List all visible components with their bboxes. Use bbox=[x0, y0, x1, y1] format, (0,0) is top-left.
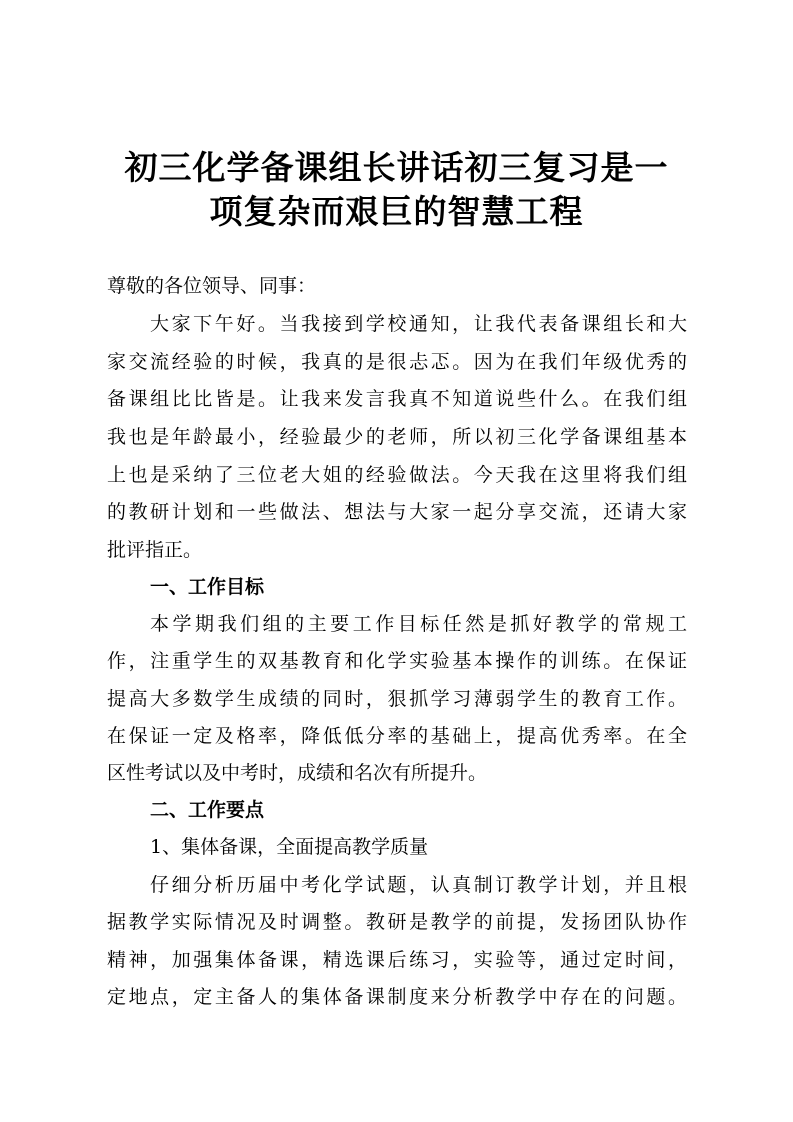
goals-line: 作，注重学生的双基教育和化学实验基本操作的训练。在保证 bbox=[107, 650, 687, 672]
intro-line: 的教研计划和一些做法、想法与大家一起分享交流，还请大家 bbox=[107, 501, 687, 523]
intro-line: 上也是采纳了三位老大姐的经验做法。今天我在这里将我们组 bbox=[107, 464, 687, 486]
intro-line: 大家下午好。当我接到学校通知，让我代表备课组长和大 bbox=[150, 313, 687, 335]
salutation: 尊敬的各位领导、同事： bbox=[107, 275, 317, 297]
intro-line: 批评指正。 bbox=[107, 539, 203, 561]
goals-line: 提高大多数学生成绩的同时，狠抓学习薄弱学生的教育工作。 bbox=[107, 688, 687, 710]
subsection-heading-collective-prep: 1、集体备课，全面提高教学质量 bbox=[150, 836, 429, 858]
collective-prep-line: 定地点，定主备人的集体备课制度来分析教学中存在的问题。 bbox=[107, 986, 687, 1008]
document-title-line-2: 项复杂而艰巨的智慧工程 bbox=[209, 192, 584, 231]
collective-prep-line: 据教学实际情况及时调整。教研是教学的前提，发扬团队协作 bbox=[107, 911, 687, 933]
collective-prep-line: 仔细分析历届中考化学试题，认真制订教学计划，并且根 bbox=[150, 874, 687, 896]
goals-line: 在保证一定及格率，降低低分率的基础上，提高优秀率。在全 bbox=[107, 725, 687, 747]
goals-line: 本学期我们组的主要工作目标任然是抓好教学的常规工 bbox=[150, 613, 687, 635]
document-title-line-1: 初三化学备课组长讲话初三复习是一 bbox=[124, 148, 669, 187]
section-heading-work-points: 二、工作要点 bbox=[150, 799, 265, 821]
section-heading-work-goals: 一、工作目标 bbox=[150, 576, 265, 598]
collective-prep-line: 精神，加强集体备课，精选课后练习，实验等，通过定时间， bbox=[107, 949, 687, 971]
intro-line: 我也是年龄最小，经验最少的老师，所以初三化学备课组基本 bbox=[107, 426, 687, 448]
intro-line: 家交流经验的时候，我真的是很忐忑。因为在我们年级优秀的 bbox=[107, 351, 687, 373]
goals-line: 区性考试以及中考时，成绩和名次有所提升。 bbox=[107, 762, 488, 784]
intro-line: 备课组比比皆是。让我来发言我真不知道说些什么。在我们组 bbox=[107, 388, 687, 410]
